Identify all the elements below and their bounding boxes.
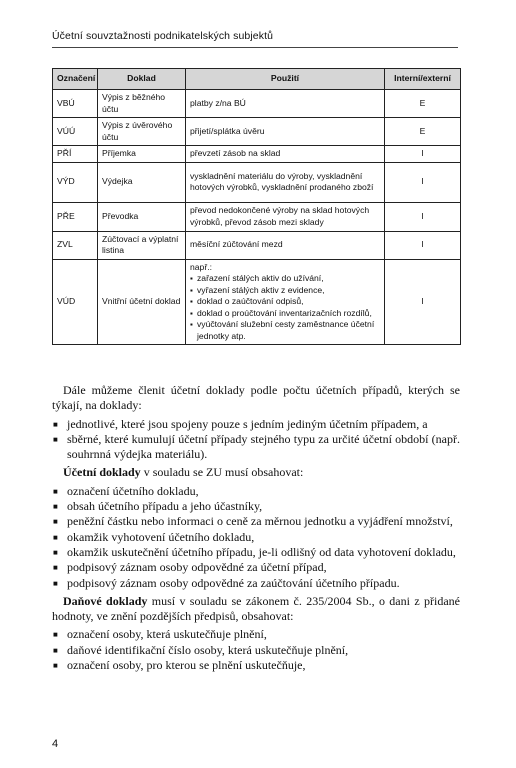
cell-type: E (385, 90, 461, 118)
list-item: ■ podpisový záznam osoby odpovědné za zaúčtování účetního případu. (52, 576, 460, 591)
cell-code: VÚÚ (53, 118, 98, 146)
list-item: ■ okamžik vyhotovení účetního dokladu, (52, 530, 460, 545)
cell-use: platby z/na BÚ (186, 90, 385, 118)
list-item: ▪ doklad o proúčtování inventarizačních rozdílů, (190, 308, 380, 320)
paragraph (52, 465, 460, 480)
body-text (52, 383, 460, 676)
cell-type: E (385, 118, 461, 146)
cell-use-list (190, 273, 380, 342)
cell-type: I (385, 259, 461, 345)
table-row (53, 202, 461, 231)
cell-code: PŘE (53, 202, 98, 231)
column-header-document: Doklad (98, 69, 186, 90)
term-danove-doklady: Daňové doklady (63, 593, 148, 608)
bullet-list (52, 484, 460, 591)
list-item: ■ obsah účetního případu a jeho účastníky, (52, 499, 460, 514)
list-item: ■ označení osoby, která uskutečňuje plnění, (52, 627, 460, 642)
cell-use-intro: např.: (190, 261, 212, 272)
cell-type: I (385, 162, 461, 202)
list-item: ▪ doklad o zaúčtování odpisů, (190, 296, 380, 308)
cell-type: I (385, 202, 461, 231)
cell-use: vyskladnění materiálu do výroby, vyskladnění hotových výrobků, vyskladnění prodaného zboží (186, 162, 385, 202)
cell-document: Výdejka (98, 162, 186, 202)
list-item: ▪ vyúčtování služební cesty zaměstnance účetní jednotky atp. (190, 319, 380, 342)
list-item: ■ sběrné, které kumulují účetní případy stejného typu za určité účetní období (např. souhrnná výdejka materiálu). (52, 432, 460, 463)
cell-document: Výpis z běžného účtu (98, 90, 186, 118)
cell-use: převzetí zásob na sklad (186, 146, 385, 163)
cell-code: VÚD (53, 259, 98, 345)
bullet-list (52, 627, 460, 673)
page-number: 4 (52, 738, 59, 750)
cell-use: měsíční zúčtování mezd (186, 231, 385, 259)
cell-document: Výpis z úvěrového účtu (98, 118, 186, 146)
table-header-row (53, 69, 461, 90)
cell-use (186, 259, 385, 345)
cell-type: I (385, 231, 461, 259)
document-types-table (52, 68, 461, 345)
list-item: ■ jednotlivé, které jsou spojeny pouze s jedním jediným účetním případem, a (52, 417, 460, 432)
list-item: ■ peněžní částku nebo informaci o ceně za měrnou jednotku a vyjádření množství, (52, 514, 460, 529)
cell-document: Převodka (98, 202, 186, 231)
list-item: ■ okamžik uskutečnění účetního případu, je-li odlišný od data vyhotovení dokladu, (52, 545, 460, 560)
table-row (53, 118, 461, 146)
running-title: Účetní souvztažnosti podnikatelských subjektů (52, 30, 458, 48)
table-row (53, 90, 461, 118)
paragraph: Dále můžeme členit účetní doklady podle počtu účetních případů, kterých se týkají, na doklady: (52, 383, 460, 413)
list-item: ■ daňové identifikační číslo osoby, která uskutečňuje plnění, (52, 643, 460, 658)
cell-code: VBÚ (53, 90, 98, 118)
list-item: ■ označení osoby, pro kterou se plnění uskutečňuje, (52, 658, 460, 673)
list-item: ▪ zařazení stálých aktiv do užívání, (190, 273, 380, 285)
term-ucetni-doklady: Účetní doklady (63, 465, 141, 480)
table-row (53, 146, 461, 163)
paragraph-text: v souladu se ZU musí obsahovat: (140, 465, 304, 480)
column-header-code: Označení (53, 69, 98, 90)
column-header-use: Použití (186, 69, 385, 90)
table-row (53, 231, 461, 259)
column-header-type: Interní/externí (385, 69, 461, 90)
cell-document: Příjemka (98, 146, 186, 163)
cell-document: Zúčtovací a výplatní listina (98, 231, 186, 259)
bullet-list (52, 417, 460, 463)
cell-code: VÝD (53, 162, 98, 202)
cell-use: převod nedokončené výroby na sklad hotových výrobků, převod zásob mezi sklady (186, 202, 385, 231)
cell-use: přijetí/splátka úvěru (186, 118, 385, 146)
list-item: ▪ vyřazení stálých aktiv z evidence, (190, 285, 380, 297)
list-item: ■ podpisový záznam osoby odpovědné za účetní případ, (52, 560, 460, 575)
paragraph (52, 594, 460, 625)
table-row (53, 162, 461, 202)
cell-type: I (385, 146, 461, 163)
cell-code: ZVL (53, 231, 98, 259)
table-row (53, 259, 461, 345)
paragraph-text: musí v souladu se zákonem č. 235/2004 Sb., o dani z přidané hodnoty, ve znění pozdějších předpisů, obsahovat: (52, 593, 460, 624)
cell-code: PŘÍ (53, 146, 98, 163)
cell-document: Vnitřní účetní doklad (98, 259, 186, 345)
list-item: ■ označení účetního dokladu, (52, 484, 460, 499)
